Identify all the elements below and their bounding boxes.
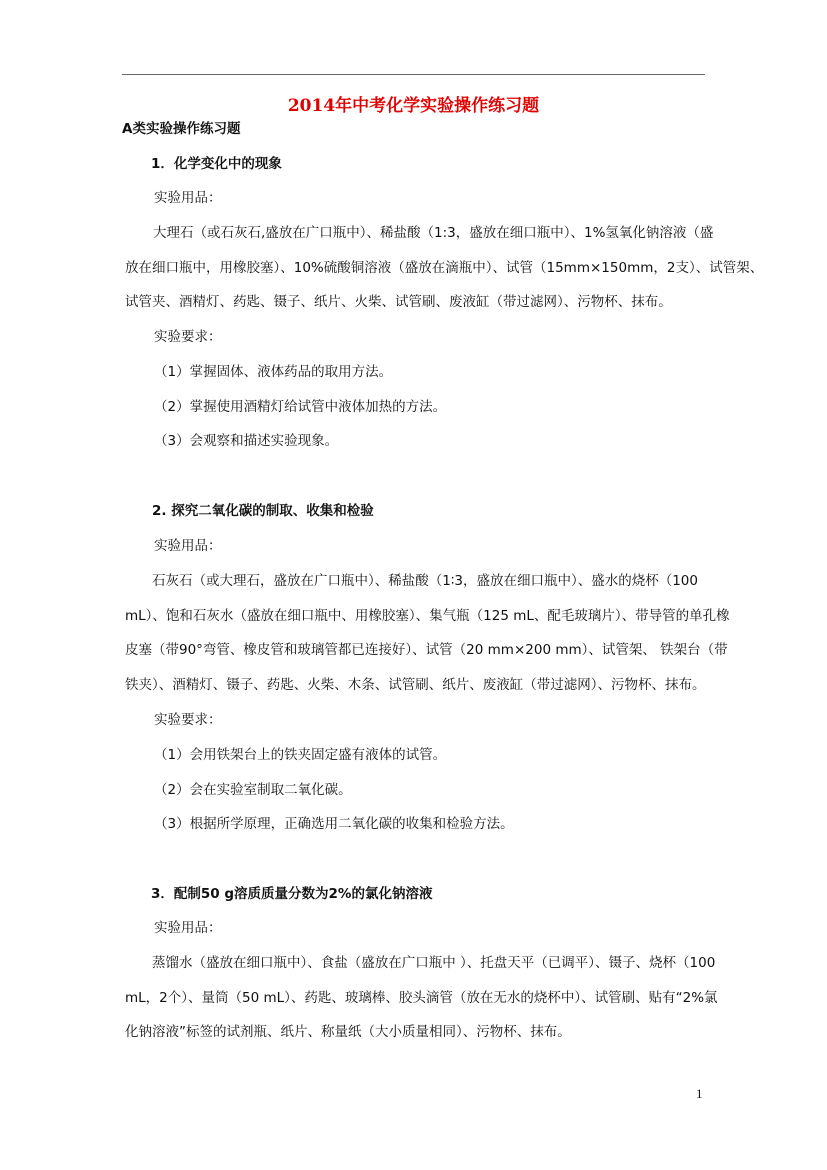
item-3-materials-line: mL，2个）、量筒（50 mL）、药匙、玻璃棒、胶头滴管（放在无水的烧杯中）、试管刷、贴有“2%氯 <box>125 990 718 1006</box>
item-1-req: （3）会观察和描述实验现象。 <box>154 433 339 449</box>
item-2-materials-line: 铁夹）、酒精灯、镊子、药匙、火柴、木条、试管刷、纸片、废液缸（带过滤网）、污物杯、抹布。 <box>125 677 706 693</box>
header-rule <box>122 74 705 75</box>
item-1-req: （2）掌握使用酒精灯给试管中液体加热的方法。 <box>154 399 447 415</box>
item-2-heading: 2. 探究二氧化碳的制取、收集和检验 <box>152 503 374 519</box>
item-1-materials-line: 大理石（或石灰石,盛放在广口瓶中）、稀盐酸（1:3，盛放在细口瓶中）、1%氢氧化钠溶液（盛 <box>153 225 714 241</box>
section-heading: A类实验操作练习题 <box>122 121 241 137</box>
page-number: 1 <box>696 1086 703 1101</box>
item-3-materials-line: 蒸馏水（盛放在细口瓶中）、食盐（盛放在广口瓶中 ）、托盘天平（已调平）、镊子、烧杯（100 <box>152 955 716 971</box>
item-2-materials-line: 石灰石（或大理石，盛放在广口瓶中）、稀盐酸（1∶3，盛放在细口瓶中）、盛水的烧杯（100 <box>152 573 698 589</box>
item-2-materials-line: 皮塞（带90°弯管、橡皮管和玻璃管都已连接好）、试管（20 mm×200 mm）、试管架、 铁架台（带 <box>125 642 728 658</box>
item-3-materials-line: 化钠溶液”标签的试剂瓶、纸片、称量纸（大小质量相同）、污物杯、抹布。 <box>125 1024 571 1040</box>
item-1-materials-line: 放在细口瓶中，用橡胶塞）、10%硫酸铜溶液（盛放在滴瓶中）、试管（15mm×150mm，2支）、试管架、 <box>125 260 764 276</box>
document-title: 2014年中考化学实验操作练习题 <box>287 96 540 116</box>
item-1-materials-line: 试管夹、酒精灯、药匙、镊子、纸片、火柴、试管刷、废液缸（带过滤网）、污物杯、抹布。 <box>125 294 672 310</box>
item-2-req: （2）会在实验室制取二氧化碳。 <box>154 782 352 798</box>
item-2-req: （3）根据所学原理，正确选用二氧化碳的收集和检验方法。 <box>154 816 514 832</box>
item-2-req-label: 实验要求： <box>154 712 222 728</box>
item-1-req-label: 实验要求： <box>154 329 222 345</box>
item-3-materials-label: 实验用品： <box>154 920 222 936</box>
item-3-heading: 3．配制50 g溶质质量分数为2%的氯化钠溶液 <box>151 886 433 902</box>
item-2-req: （1）会用铁架台上的铁夹固定盛有液体的试管。 <box>154 747 447 763</box>
item-2-materials-line: mL）、饱和石灰水（盛放在细口瓶中、用橡胶塞）、集气瓶（125 mL、配毛玻璃片）、带导管的单孔橡 <box>125 608 730 624</box>
item-1-materials-label: 实验用品： <box>154 190 222 206</box>
item-1-req: （1）掌握固体、液体药品的取用方法。 <box>154 364 393 380</box>
item-2-materials-label: 实验用品： <box>154 538 222 554</box>
item-1-heading: 1．化学变化中的现象 <box>151 156 282 172</box>
